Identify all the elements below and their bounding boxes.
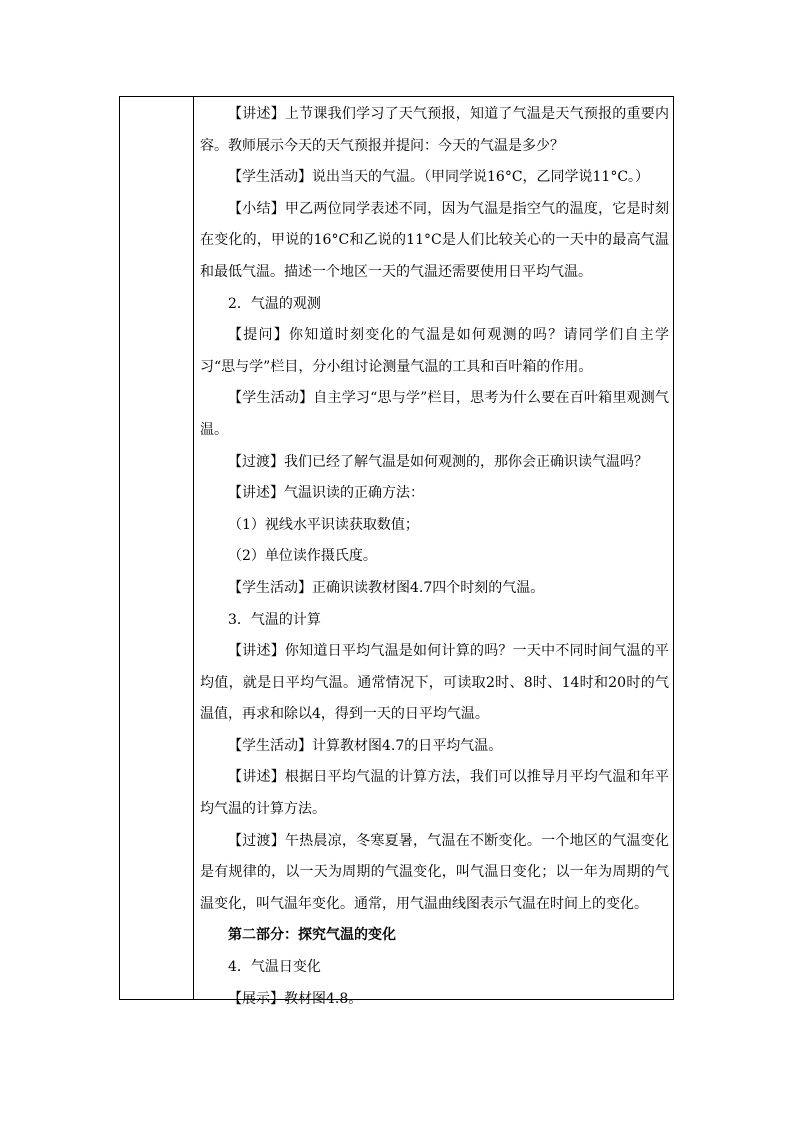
paragraph-student-activity-read: 【学生活动】正确识读教材图4.7四个时刻的气温。	[228, 579, 545, 596]
heading-calculation: 3．气温的计算	[228, 611, 321, 628]
paragraph-display-figure: 【展示】教材图4.8。	[228, 990, 363, 1007]
heading-observation: 2．气温的观测	[228, 295, 321, 312]
paragraph-lecture-daily-average: 【讲述】你知道日平均气温是如何计算的吗？一天中不同时间气温的平均值，就是日平均气温。通常情况下，可读取2时、8时、14时和20时的气温值，再求和除以4，得到一天的日平均气温。	[200, 643, 669, 723]
paragraph-transition-reading: 【过渡】我们已经了解气温是如何观测的，那你会正确识读气温吗？	[228, 453, 648, 470]
table-left-column	[120, 97, 194, 999]
paragraph-lecture-intro: 【讲述】上节课我们学习了天气预报，知道了气温是天气预报的重要内容。教师展示今天的天气预报并提问：今天的气温是多少？	[200, 106, 669, 154]
paragraph-transition-change: 【过渡】午热晨凉，冬寒夏暑，气温在不断变化。一个地区的气温变化是有规律的，以一天为周期的气温变化，叫气温日变化；以一年为周期的气温变化，叫气温年变化。通常，用气温曲线图表示气温在时间上的变化。	[200, 832, 669, 912]
paragraph-summary: 【小结】甲乙两位同学表述不同，因为气温是指空气的温度，它是时刻在变化的，甲说的16°C和乙说的11°C是人们比较关心的一天中的最高气温和最低气温。描述一个地区一天的气温还需要使用日平均气温。	[200, 200, 669, 280]
heading-daily-change: 4．气温日变化	[228, 959, 321, 976]
paragraph-student-activity-study: 【学生活动】自主学习“思与学”栏目，思考为什么要在百叶箱里观测气温。	[200, 390, 669, 438]
paragraph-student-activity-calc: 【学生活动】计算教材图4.7的日平均气温。	[228, 737, 503, 754]
lesson-table	[119, 96, 674, 1007]
table-content-cell	[194, 97, 673, 1007]
list-item-2: （2）单位读作摄氏度。	[228, 548, 377, 565]
paragraph-lecture-monthly: 【讲述】根据日平均气温的计算方法，我们可以推导月平均气温和年平均气温的计算方法。	[200, 769, 669, 818]
paragraph-student-activity-temp: 【学生活动】说出当天的气温。（甲同学说16°C，乙同学说11°C。）	[228, 169, 650, 186]
paragraph-question: 【提问】你知道时刻变化的气温是如何观测的吗？请同学们自主学习“思与学”栏目，分小组讨论测量气温的工具和百叶箱的作用。	[200, 327, 669, 375]
list-item-1: （1）视线水平识读获取数值；	[228, 516, 419, 533]
heading-part-two: 第二部分：探究气温的变化	[228, 927, 396, 944]
paragraph-lecture-method: 【讲述】气温识读的正确方法：	[228, 485, 424, 502]
